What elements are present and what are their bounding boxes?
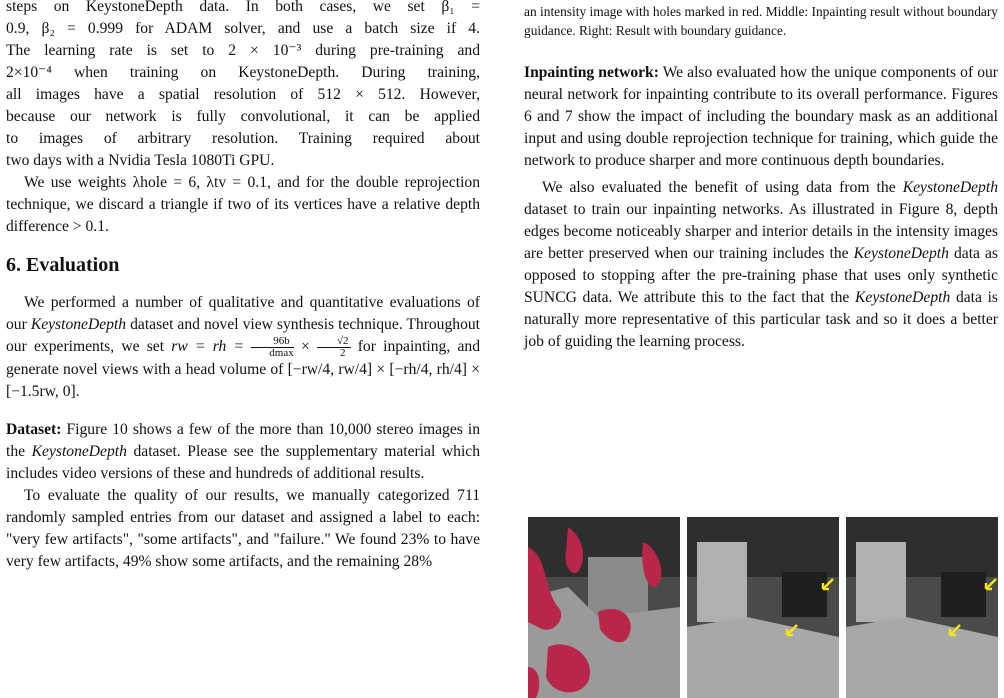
text-line: all images have a spatial resolution of 512 × 512. However, [6,86,480,103]
figure-caption: an intensity image with holes marked in red. Middle: Inpainting result without boundary guidance. Right: Result with boundary guidance. [524,4,998,38]
run-in-heading: Dataset: [6,421,62,438]
image-inpaint-with-guidance-graphic [846,517,998,698]
image-holes-marked [528,517,680,698]
image-holes-marked-graphic [528,517,680,698]
paragraph-inpainting [524,62,998,172]
text-line: steps on KeystoneDepth data. In both cases, we set β₁ = [6,0,480,15]
text-run: data as opposed to stopping after the pre-training phase that uses only synthetic SUNCG data. We attribute this to the fact that the [524,245,998,306]
text-run: dataset to train our inpainting networks. As illustrated in Figure 8, depth edges become noticeably sharper and interior details in the intensity images are better preserved when our training includes the [524,201,998,262]
dataset-name: KeystoneDepth [855,289,951,306]
image-inpaint-with-guidance [846,517,998,698]
image-inpaint-no-guidance [687,517,839,698]
text-run: We also evaluated the benefit of using data from the [542,179,903,196]
text-run: for inpainting, and generate novel views with a head volume of [−rw/4, rw/4] × [−rh/4, rh/4] × [−1.5rw, 0]. [6,338,480,400]
text-run: data is naturally more representative of this particular task and so it does a better job of guiding the learning process. [524,289,998,350]
text-run: dataset. Please see the supplementary material which includes video versions of these and hundreds of additional results. [6,443,480,482]
paragraph-dataset [6,419,480,485]
text-run: Figure 10 shows a few of the more than 10,000 stereo images in the [6,421,480,460]
text-line: to images of arbitrary resolution. Training required about [6,130,480,147]
paragraph-training-details [6,0,480,172]
text-line: because our network is fully convolutional, it can be applied [6,108,480,125]
fraction-numerator: √2 [317,336,351,348]
figure-image-row [528,517,998,698]
dataset-name: KeystoneDepth [853,245,949,262]
left-column [6,0,480,573]
run-in-heading: Inpainting network: [524,64,659,81]
math-run: × [293,338,317,356]
math-run: rw = rh = [171,338,252,356]
fraction [251,336,293,359]
dataset-name: KeystoneDepth [902,179,998,196]
dataset-name: KeystoneDepth [30,316,127,333]
paragraph-quality: To evaluate the quality of our results, we manually categorized 711 randomly sampled entries from our dataset and assigned a label to each: "very few artifacts", "some artifacts", and "failure." We found 23% to have very few artifacts, 49% show some artifacts, and the remaining 28% [6,487,480,570]
text-run: We also evaluated how the unique components of our neural network for inpainting contribute to its overall performance. Figures 6 and 7 show the impact of including the boundary mask as an additional input and using double reprojection technique for training, which guide the network to produce sharper and more continuous depth boundaries. [524,64,998,169]
text-line: 0.9, β₂ = 0.999 for ADAM solver, and use a batch size if 4. [6,20,480,37]
paragraph-evaluation-intro [6,292,480,403]
paragraph-keystone-benefit [524,177,998,353]
text-run: We performed a number of qualitative and quantitative evaluations of our [6,294,480,333]
text-line: 2×10⁻⁴ when training on KeystoneDepth. During training, [6,64,480,81]
text-line: two days with a Nvidia Tesla 1080Ti GPU. [6,152,275,169]
text-run: dataset and novel view synthesis technique. Throughout our experiments, we set [6,316,480,356]
section-title: 6. Evaluation [6,254,120,276]
right-column [524,0,998,353]
fraction [317,336,351,359]
fraction-denominator: dmax [269,347,294,359]
text-line: The learning rate is set to 2 × 10⁻³ during pre-training and [6,42,480,59]
fraction-numerator: 96b [251,336,293,348]
fraction-denominator: 2 [339,347,346,359]
paragraph-weights: We use weights λhole = 6, λtv = 0.1, and for the double reprojection technique, we discard a triangle if two of its vertices have a relative depth difference > 0.1. [6,174,480,235]
dataset-name: KeystoneDepth [31,443,127,460]
image-inpaint-no-guidance-graphic [687,517,839,698]
